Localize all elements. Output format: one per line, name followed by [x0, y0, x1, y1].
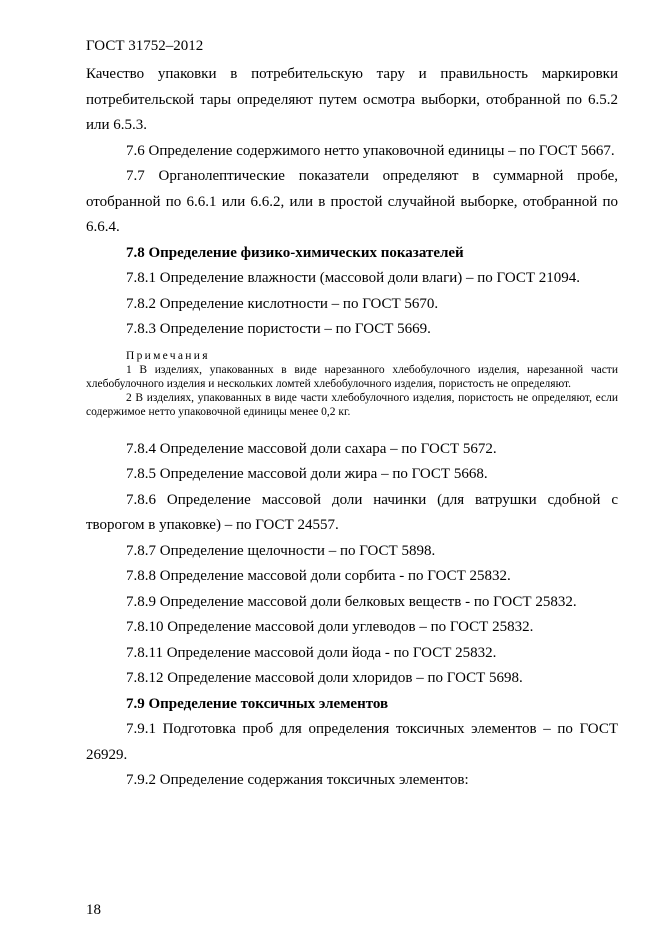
paragraph: 7.9.1 Подготовка проб для определения токсичных элементов – по ГОСТ 26929. [86, 721, 618, 763]
paragraph: Качество упаковки в потребительскую тару и правильность маркировки потребительской тары определяют путем осмотра выборки, отобранной по 6.5.2 или 6.5.3. [86, 66, 618, 133]
note-item: 1 В изделиях, упакованных в виде нарезанного хлебобулочного изделия, нарезанной части хлебобулочного изделия и нескольких ломтей хлебобулочного изделия, пористость не определяют. [86, 363, 618, 390]
document-header: ГОСТ 31752–2012 [86, 38, 204, 54]
page-number: 18 [86, 902, 101, 918]
note-item: 2 В изделиях, упакованных в виде части хлебобулочного изделия, пористость не определяют, если содержимое нетто упаковочной единицы менее 0,2 кг. [86, 391, 618, 418]
paragraph: 7.8.12 Определение массовой доли хлоридов – по ГОСТ 5698. [126, 670, 523, 686]
section-heading: 7.9 Определение токсичных элементов [126, 695, 389, 712]
notes-title: Примечания [126, 349, 210, 362]
paragraph: 7.8.11 Определение массовой доли йода - по ГОСТ 25832. [126, 644, 497, 661]
section-heading: 7.8 Определение физико-химических показателей [126, 244, 464, 261]
paragraph: 7.7 Органолептические показатели определяют в суммарной пробе, отобранной по 6.6.1 или 6.6.2, или в простой случайной выборке, отобранной по 6.6.4. [86, 168, 618, 235]
document-body [86, 62, 618, 794]
paragraph: 7.8.3 Определение пористости – по ГОСТ 5669. [126, 321, 431, 337]
paragraph: 7.9.2 Определение содержания токсичных элементов: [126, 772, 469, 788]
paragraph: 7.8.5 Определение массовой доли жира – по ГОСТ 5668. [126, 466, 488, 482]
paragraph: 7.8.6 Определение массовой доли начинки (для ватрушки сдобной с творогом в упаковке) – по ГОСТ 24557. [86, 491, 618, 533]
paragraph: 7.8.10 Определение массовой доли углеводов – по ГОСТ 25832. [126, 619, 534, 635]
paragraph: 7.8.2 Определение кислотности – по ГОСТ 5670. [126, 295, 439, 312]
paragraph: 7.8.7 Определение щелочности – по ГОСТ 5898. [126, 542, 436, 559]
paragraph: 7.8.4 Определение массовой доли сахара – по ГОСТ 5672. [126, 440, 497, 457]
paragraph: 7.6 Определение содержимого нетто упаковочной единицы – по ГОСТ 5667. [126, 142, 615, 159]
paragraph: 7.8.1 Определение влажности (массовой доли влаги) – по ГОСТ 21094. [126, 270, 581, 286]
paragraph: 7.8.8 Определение массовой доли сорбита - по ГОСТ 25832. [126, 568, 511, 584]
paragraph: 7.8.9 Определение массовой доли белковых веществ - по ГОСТ 25832. [126, 593, 577, 610]
